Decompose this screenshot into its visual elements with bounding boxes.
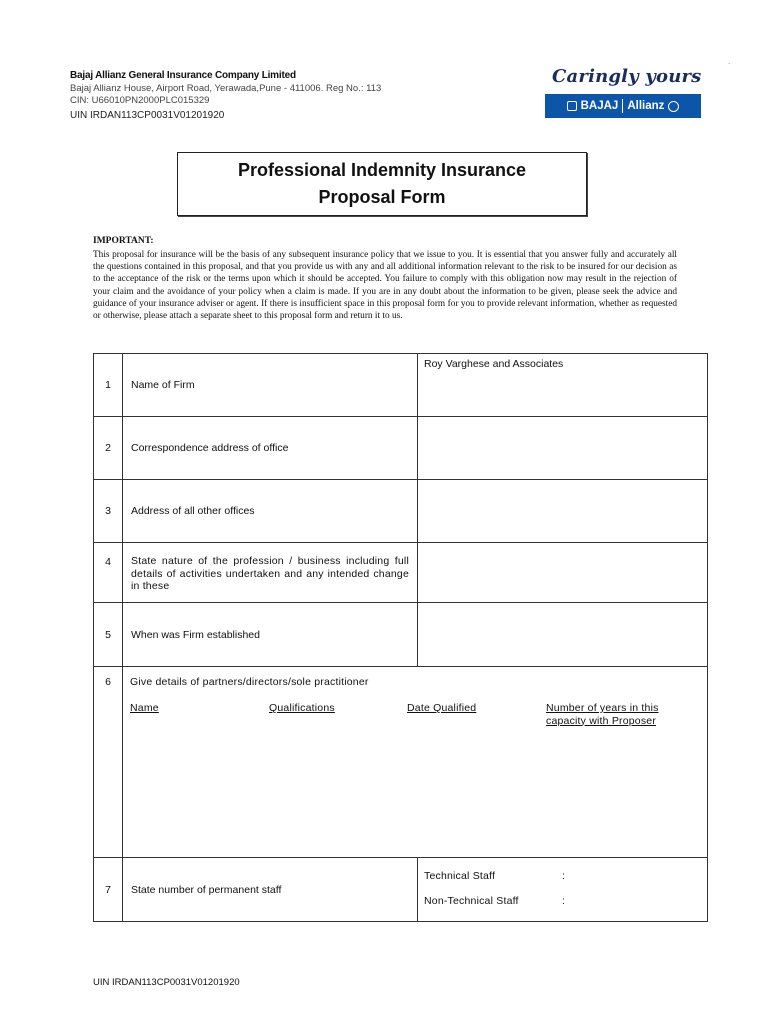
question-correspondence-address: Correspondence address of office: [123, 417, 418, 480]
staff-counts-cell[interactable]: [418, 858, 708, 922]
uin-header: UIN IRDAN113CP0031V01201920: [70, 110, 225, 121]
form-row-3: [94, 480, 708, 543]
uin-footer: UIN IRDAN113CP0031V01201920: [93, 977, 240, 988]
row-number: 3: [94, 480, 123, 543]
question-established: When was Firm established: [123, 603, 418, 667]
answer-nature-of-business[interactable]: [418, 543, 708, 603]
form-row-6: [94, 667, 708, 858]
logo-divider: [622, 99, 623, 113]
row-number: 7: [94, 858, 123, 922]
allianz-eagle-icon: [668, 101, 679, 112]
col-header-years-in-capacity: Number of years in this capacity with Proposer: [546, 702, 659, 727]
col-header-date-qualified: Date Qualified: [407, 702, 477, 714]
company-logo: [545, 94, 701, 118]
cin-line: CIN: U66010PN2000PLC015329: [70, 94, 210, 106]
important-notice: This proposal for insurance will be the basis of any subsequent insurance policy that we issue to you. It is essential that you answer fully and accurately all the questions contained in this proposal, and that you provide us with any and all additional information relevant to the risk to be insured for our decision as to the acceptance of the risk or the terms upon which it should be accepted. You failure to comply with this obligation now may result in the rejection of your claim and the avoidance of your policy when a claim is made. If you are in any doubt about the information to be given, please seek the advice and guidance of your insurance adviser or agent. If there is insufficient space in this proposal form for you to provide relevant information, whether as requested or otherwise, please attach a separate sheet to this proposal form and return it to us.: [93, 250, 677, 322]
logo-partner: Allianz: [627, 100, 665, 112]
answer-correspondence-address[interactable]: [418, 417, 708, 480]
logo-tagline: Caringly yours: [552, 66, 702, 87]
answer-firm-name[interactable]: Roy Varghese and Associates: [418, 354, 708, 417]
technical-staff-value[interactable]: :: [562, 870, 566, 882]
partners-details-cell[interactable]: [123, 667, 708, 858]
address-line: Bajaj Allianz House, Airport Road, Yerawada,Pune - 411006. Reg No.: 113: [70, 83, 382, 94]
form-row-5: [94, 603, 708, 667]
company-name: Bajaj Allianz General Insurance Company Limited: [70, 70, 296, 81]
technical-staff-label: Technical Staff: [424, 870, 496, 882]
logo-brand: BAJAJ: [580, 100, 619, 112]
row-6-number: 6: [105, 676, 111, 688]
col-header-name: Name: [130, 702, 159, 714]
question-firm-name: Name of Firm: [123, 354, 418, 417]
nontechnical-staff-label: Non-Technical Staff: [424, 895, 519, 907]
answer-other-offices[interactable]: [418, 480, 708, 543]
question-partners: Give details of partners/directors/sole practitioner: [130, 676, 369, 688]
company-address: [70, 83, 381, 106]
question-other-offices: Address of all other offices: [123, 480, 418, 543]
form-title-box: [177, 152, 587, 216]
row-number: 2: [94, 417, 123, 480]
important-heading: IMPORTANT:: [93, 236, 154, 246]
answer-established[interactable]: [418, 603, 708, 667]
form-row-4: [94, 543, 708, 603]
form-row-2: [94, 417, 708, 480]
form-title-line2: Proposal Form: [318, 187, 446, 207]
form-row-7: [94, 858, 708, 922]
nontechnical-staff-value[interactable]: :: [562, 895, 566, 907]
row-number: 5: [94, 603, 123, 667]
stray-mark: .: [728, 57, 731, 66]
row-number: 4: [94, 543, 123, 603]
row-number: 1: [94, 354, 123, 417]
proposal-form-table: [93, 353, 708, 922]
form-row-1: [94, 354, 708, 417]
bajaj-mark-icon: [567, 101, 577, 111]
form-title-line1: Professional Indemnity Insurance: [237, 160, 527, 180]
question-nature-of-business: State nature of the profession / business including full details of activities undertaken and any intended change in these: [131, 555, 409, 592]
col-header-qualifications: Qualifications: [269, 702, 335, 714]
row-number: [94, 667, 123, 858]
question-permanent-staff: State number of permanent staff: [123, 858, 418, 922]
